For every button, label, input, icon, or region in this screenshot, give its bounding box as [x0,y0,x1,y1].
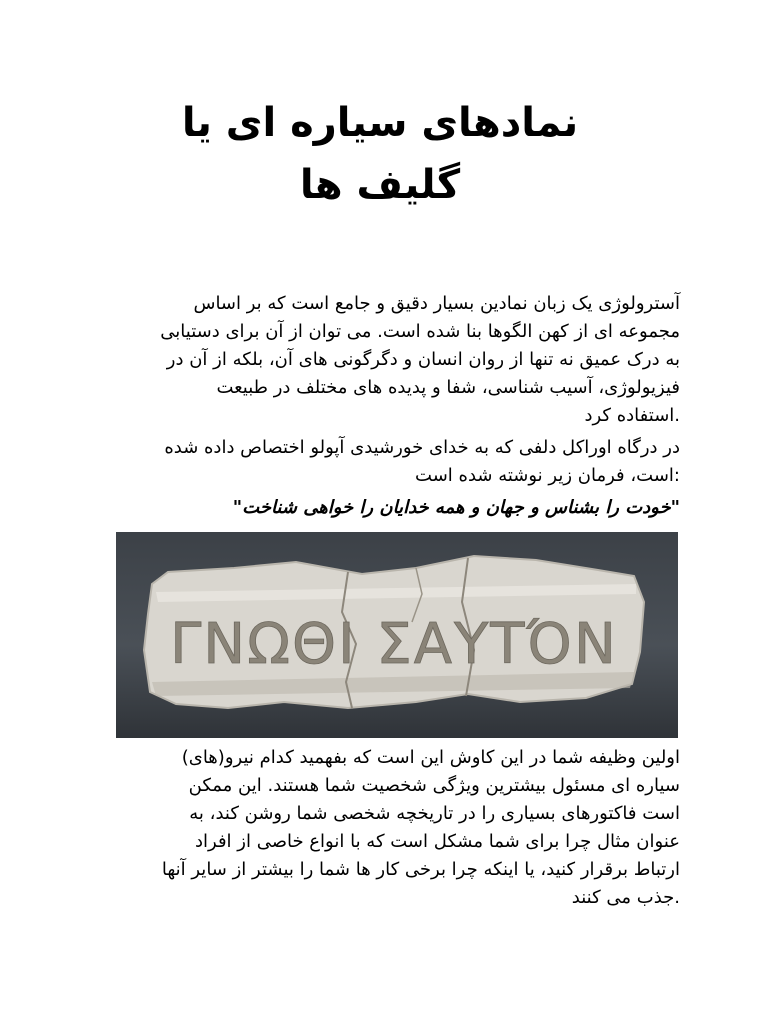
text-line: مجموعه ای از کهن الگوها بنا شده است. می توان از آن برای دستیابی [160,321,680,342]
text-line: فیزیولوژی، آسیب شناسی، شفا و پدیده های مختلف در طبیعت [216,377,680,398]
text-line: سیاره ای مسئول بیشترین ویژگی شخصیت شما هستند. این ممکن [188,775,680,796]
paragraph-task [96,744,680,912]
title-line: گلیف ها [299,162,461,208]
text-line: .جذب می کنند [571,887,680,908]
text-line: در درگاه اوراکل دلفی که به خدای خورشیدی آپولو اختصاص داده شده [164,437,680,458]
title-line: نمادهای سیاره ای یا [181,100,579,146]
text-line: آسترولوژی یک زبان نمادین بسیار دقیق و جامع است که بر اساس [193,293,680,314]
text-line: ارتباط برقرار کنید، یا اینکه چرا برخی کار ها شما را بیشتر از سایر آنها [161,859,680,880]
delphi-quote: "خودت را بشناس و جهان و همه خدایان را خواهی شناخت" [232,497,680,518]
text-line: عنوان مثال چرا برای شما مشکل است که با انواع خاصی از افراد [195,831,680,852]
inscription-photo [116,532,678,738]
text-line: به درک عمیق نه تنها از روان انسان و دگرگونی های آن، بلکه از آن در [166,349,680,370]
greek-inscription: ΓΝΩΘΙ ΣΑΥΤΌΝ [170,612,618,677]
paragraph-intro [96,290,680,430]
text-line: .استفاده کرد [584,405,680,426]
paragraph-delphi [96,434,680,490]
text-line: است فاکتورهای بسیاری را در تاریخچه شخصی شما روشن کند، به [189,803,680,824]
page-title [100,92,660,216]
inscription-photo-illustration [116,532,678,738]
text-line: :است، فرمان زیر نوشته شده است [415,465,680,486]
text-line: اولین وظیفه شما در این کاوش این است که بفهمید کدام نیرو(های) [181,747,680,768]
